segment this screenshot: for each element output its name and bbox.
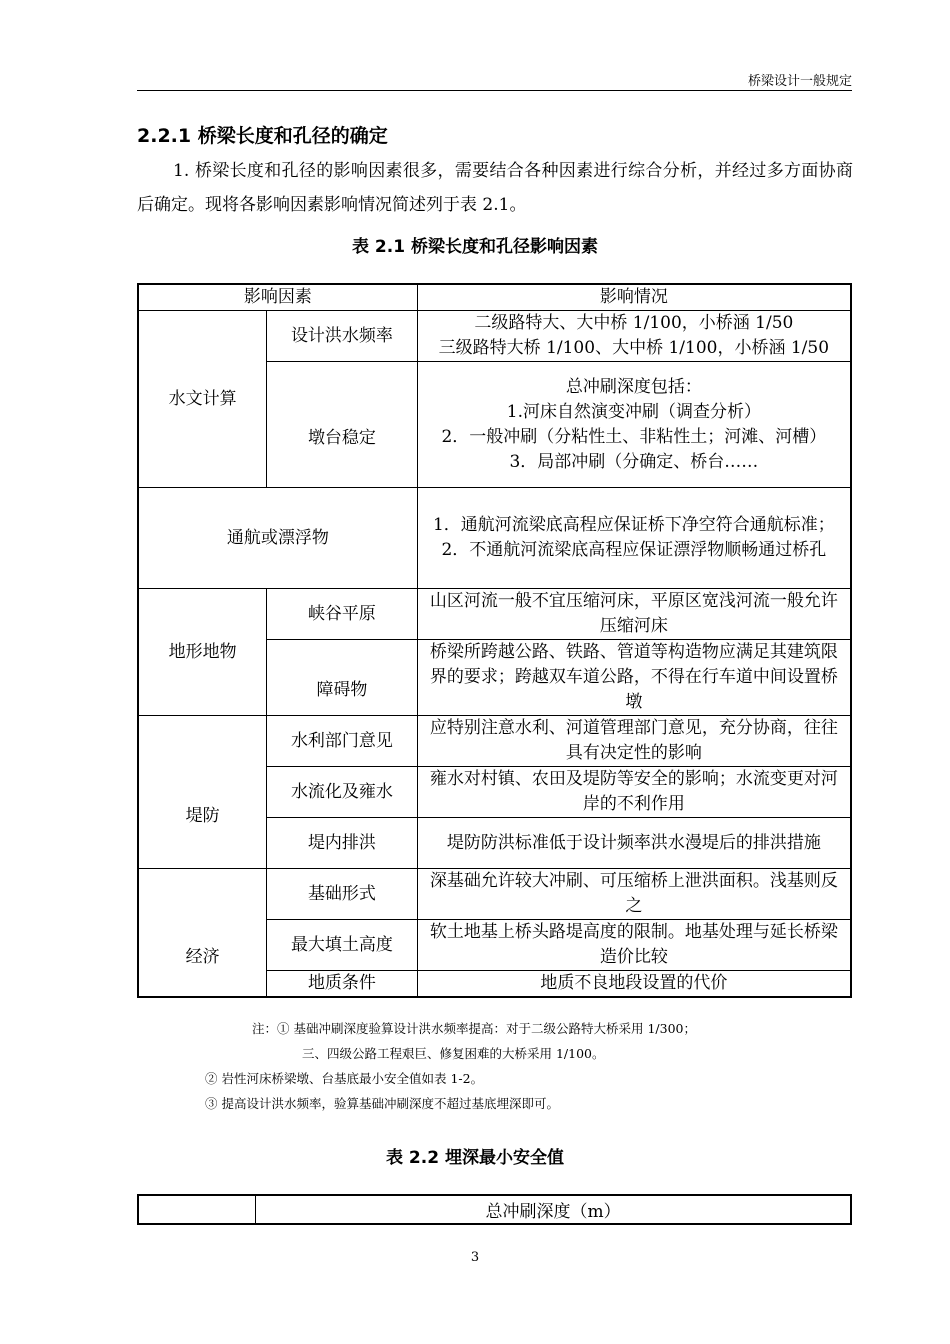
- situation-cell: 桥梁所跨越公路、铁路、管道等构造物应满足其建筑限界的要求；跨越双车道公路，不得在行车道中间设置桥墩: [417, 640, 851, 716]
- group-economy: 经济: [138, 869, 267, 998]
- sub-factor: 最大填土高度: [267, 920, 418, 971]
- situation-line: 1．通航河流梁底高程应保证桥下净空符合通航标准；: [432, 515, 835, 535]
- note-line: 注：① 基础冲刷深度验算设计洪水频率提高：对于二级公路特大桥采用 1/300；: [252, 1021, 696, 1036]
- table-row: [138, 488, 851, 589]
- note-line: ② 岩性河床桥梁墩、台基底最小安全值如表 1-2。: [205, 1071, 484, 1086]
- section-title: 2.2.1 桥梁长度和孔径的确定: [137, 125, 388, 147]
- page-header: [137, 70, 852, 91]
- situation-line: 3．局部冲刷（分确定、桥台……: [509, 451, 759, 472]
- sub-factor: 墩台稳定: [267, 362, 418, 488]
- intro-paragraph: 1. 桥梁长度和孔径的影响因素很多，需要结合各种因素进行综合分析，并经过多方面协商后确定。现将各影响因素影响情况简述列于表 2.1。: [137, 161, 853, 215]
- table-row: [138, 589, 851, 640]
- sub-factor: 设计洪水频率: [267, 311, 418, 362]
- situation-cell: 地质不良地段设置的代价: [417, 971, 851, 998]
- situation-cell: [417, 311, 851, 362]
- table1-title: 表 2.1 桥梁长度和孔径影响因素: [352, 237, 598, 257]
- factors-table: [137, 283, 852, 998]
- note-line: 三、四级公路工程艰巨、修复困难的大桥采用 1/100。: [302, 1046, 605, 1061]
- situation-line: 1.河床自然演变冲刷（调查分析）: [506, 401, 761, 422]
- situation-cell: 山区河流一般不宜压缩河床，平原区宽浅河流一般允许压缩河床: [417, 589, 851, 640]
- table-row: [138, 869, 851, 920]
- blank-cell: [138, 1195, 256, 1224]
- situation-cell: 软土地基上桥头路堤高度的限制。地基处理与延长桥梁造价比较: [417, 920, 851, 971]
- header-depth: 总冲刷深度（m）: [256, 1195, 851, 1224]
- sub-factor: 堤内排洪: [267, 818, 418, 869]
- header-factor: 影响因素: [138, 284, 417, 311]
- sub-factor: 水流化及雍水: [267, 767, 418, 818]
- situation-line: 三级路特大桥 1/100、大中桥 1/100，小桥涵 1/50: [438, 338, 830, 358]
- situation-cell: 雍水对村镇、农田及堤防等安全的影响；水流变更对河岸的不利作用: [417, 767, 851, 818]
- header-title: 桥梁设计一般规定: [747, 74, 852, 89]
- table-header-row: [138, 1195, 851, 1224]
- group-navigation: 通航或漂浮物: [138, 488, 417, 589]
- situation-line: 总冲刷深度包括：: [565, 376, 702, 397]
- situation-line: 二级路特大、大中桥 1/100，小桥涵 1/50: [474, 313, 794, 333]
- situation-cell: 深基础允许较大冲刷、可压缩桥上泄洪面积。浅基则反之: [417, 869, 851, 920]
- sub-factor: 基础形式: [267, 869, 418, 920]
- group-terrain: 地形地物: [138, 589, 267, 716]
- table-row: [138, 311, 851, 362]
- sub-factor: 障碍物: [267, 640, 418, 716]
- sub-factor: 地质条件: [267, 971, 418, 998]
- situation-line: 2．不通航河流梁底高程应保证漂浮物顺畅通过桥孔: [441, 540, 827, 560]
- situation-line: 2．一般冲刷（分粘性土、非粘性土；河滩、河槽）: [441, 426, 827, 447]
- sub-factor: 水利部门意见: [267, 716, 418, 767]
- situation-cell: [417, 488, 851, 589]
- situation-cell: [417, 362, 851, 488]
- page-number: 3: [470, 1250, 480, 1265]
- table-row: [138, 716, 851, 767]
- group-hydro: 水文计算: [138, 311, 267, 488]
- sub-factor: 峡谷平原: [267, 589, 418, 640]
- note-line: ③ 提高设计洪水频率，验算基础冲刷深度不超过基底埋深即可。: [205, 1096, 559, 1111]
- table2-title: 表 2.2 埋深最小安全值: [386, 1148, 564, 1168]
- table-header-row: [138, 284, 851, 311]
- situation-cell: 堤防防洪标准低于设计频率洪水漫堤后的排洪措施: [417, 818, 851, 869]
- header-situation: 影响情况: [417, 284, 851, 311]
- group-dike: 堤防: [138, 716, 267, 869]
- min-depth-table: [137, 1194, 852, 1225]
- situation-cell: 应特别注意水利、河道管理部门意见，充分协商，往往具有决定性的影响: [417, 716, 851, 767]
